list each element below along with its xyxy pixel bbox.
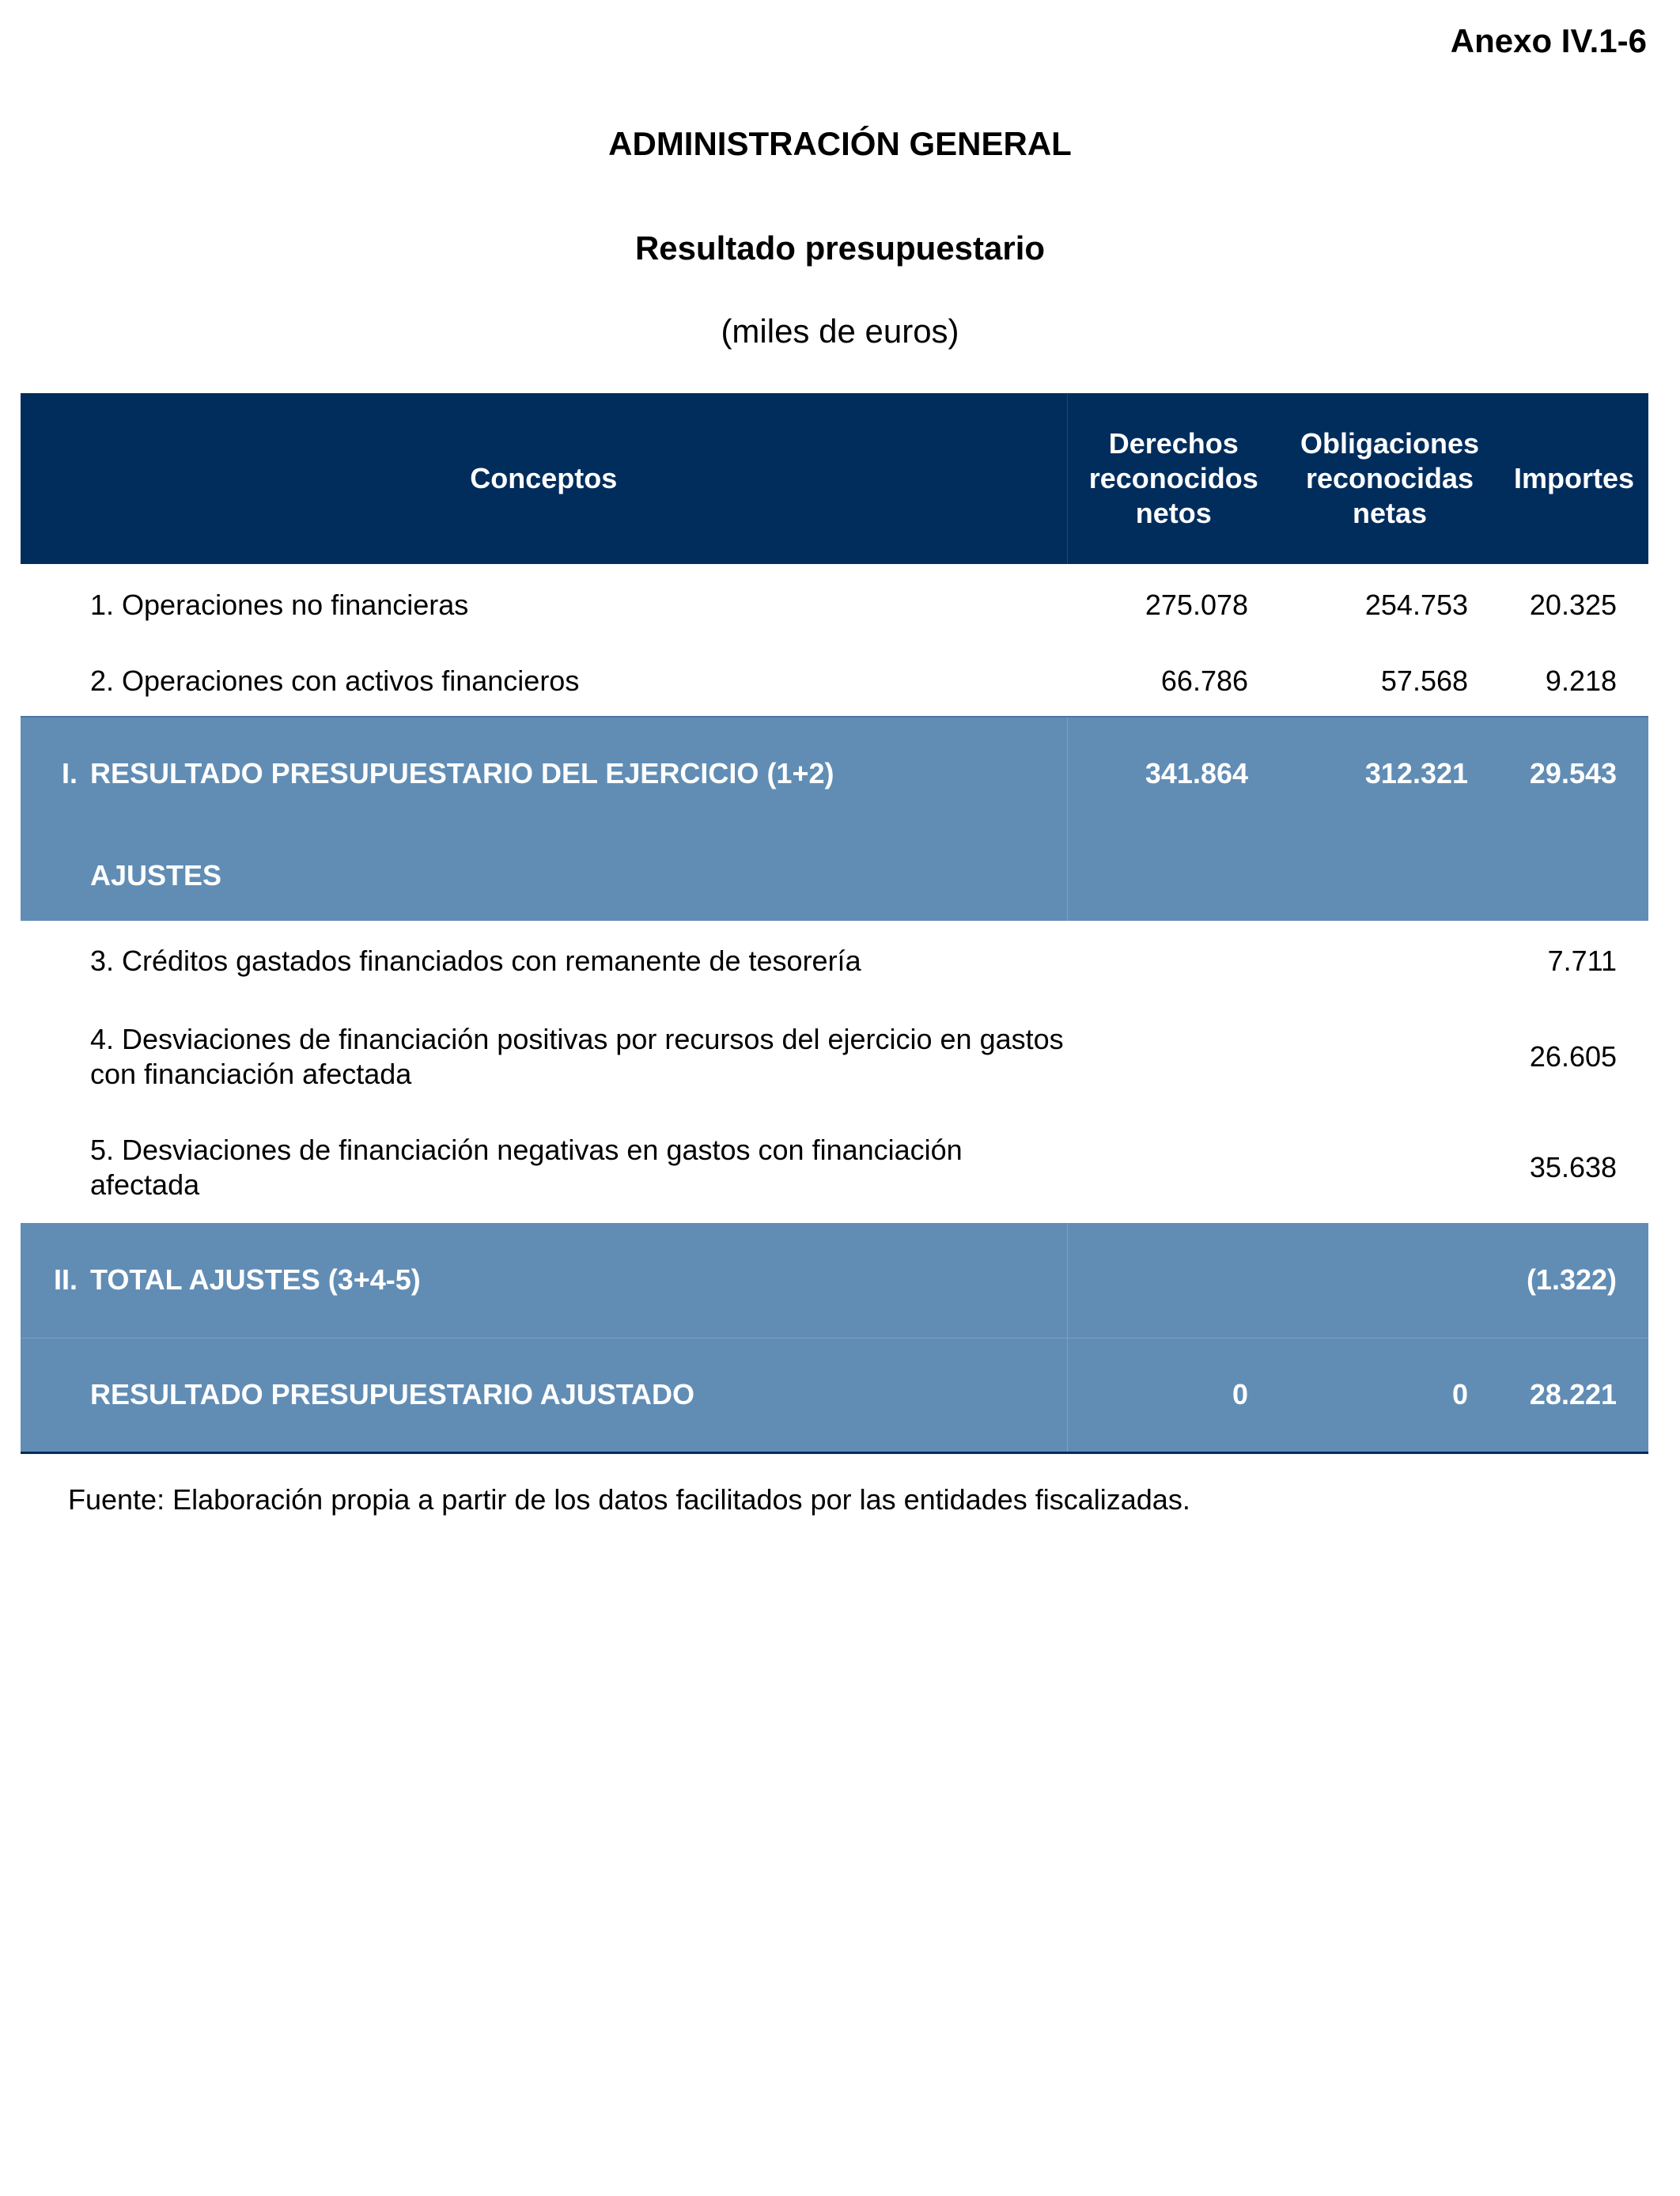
row-number: II. bbox=[21, 1223, 90, 1338]
table-row bbox=[21, 1112, 1648, 1223]
row-rights bbox=[1067, 921, 1280, 1001]
table-row-section bbox=[21, 830, 1648, 921]
table-row bbox=[21, 921, 1648, 1001]
annex-label: Anexo IV.1-6 bbox=[1450, 22, 1647, 59]
row-amount: 9.218 bbox=[1545, 664, 1618, 697]
row-amount: 28.221 bbox=[1500, 1338, 1648, 1452]
table-row-adjusted bbox=[21, 1338, 1648, 1452]
row-amount: (1.322) bbox=[1500, 1223, 1648, 1338]
table-row-total bbox=[21, 1223, 1648, 1338]
row-number bbox=[21, 921, 90, 1001]
row-number bbox=[21, 564, 90, 646]
row-rights bbox=[1067, 1223, 1280, 1338]
row-number: I. bbox=[21, 717, 90, 830]
table-row bbox=[21, 1001, 1648, 1112]
row-rights: 66.786 bbox=[1160, 664, 1249, 697]
row-number bbox=[21, 1338, 90, 1452]
row-rights: 275.078 bbox=[1145, 588, 1249, 621]
header-amounts: Importes bbox=[1513, 462, 1635, 494]
row-concept: 1. Operaciones no financieras bbox=[90, 588, 469, 621]
row-concept: TOTAL AJUSTES (3+4-5) bbox=[90, 1223, 1067, 1338]
row-number bbox=[21, 1001, 90, 1112]
row-rights: 0 bbox=[1067, 1338, 1280, 1452]
header-obligations: Obligaciones reconocidas netas bbox=[1300, 427, 1480, 529]
row-obligations bbox=[1280, 1001, 1500, 1112]
header-rights: Derechos reconocidos netos bbox=[1088, 427, 1258, 529]
row-rights bbox=[1067, 1001, 1280, 1112]
row-concept: 4. Desviaciones de financiación positivas por recursos del ejercicio en gastos con financiación afectada bbox=[90, 1023, 1064, 1090]
row-obligations: 57.568 bbox=[1380, 664, 1469, 697]
row-obligations: 254.753 bbox=[1364, 588, 1469, 621]
table-row bbox=[21, 564, 1648, 646]
row-number bbox=[21, 830, 90, 921]
row-obligations bbox=[1280, 830, 1500, 921]
row-concept: RESULTADO PRESUPUESTARIO AJUSTADO bbox=[90, 1338, 1067, 1452]
row-obligations bbox=[1280, 1223, 1500, 1338]
document-title: ADMINISTRACIÓN GENERAL bbox=[608, 125, 1072, 162]
row-amount: 26.605 bbox=[1529, 1040, 1618, 1073]
row-rights: 341.864 bbox=[1067, 717, 1280, 830]
source-note: Fuente: Elaboración propia a partir de los datos facilitados por las entidades fiscalizadas. bbox=[68, 1483, 1190, 1516]
row-obligations bbox=[1280, 921, 1500, 1001]
row-rights bbox=[1067, 1112, 1280, 1223]
row-amount: 7.711 bbox=[1547, 945, 1618, 977]
row-number bbox=[21, 1112, 90, 1223]
row-amount: 20.325 bbox=[1529, 588, 1618, 621]
table-title: Resultado presupuestario bbox=[634, 229, 1046, 267]
table-row bbox=[21, 646, 1648, 717]
budget-result-table bbox=[21, 393, 1648, 1454]
row-amount: 29.543 bbox=[1500, 717, 1648, 830]
row-concept: 5. Desviaciones de financiación negativas en gastos con financiación afectada bbox=[90, 1134, 963, 1201]
row-concept: 3. Créditos gastados financiados con remanente de tesorería bbox=[90, 945, 861, 977]
row-concept: 2. Operaciones con activos financieros bbox=[90, 664, 580, 697]
header-concepts: Conceptos bbox=[21, 393, 1067, 564]
row-obligations: 312.321 bbox=[1280, 717, 1500, 830]
table-row-result bbox=[21, 717, 1648, 830]
row-amount bbox=[1500, 830, 1648, 921]
row-amount: 35.638 bbox=[1529, 1151, 1618, 1183]
table-header-row bbox=[21, 393, 1648, 564]
row-concept: RESULTADO PRESUPUESTARIO DEL EJERCICIO (1+2) bbox=[90, 717, 1067, 830]
row-obligations bbox=[1280, 1112, 1500, 1223]
units-label: (miles de euros) bbox=[721, 312, 959, 350]
row-concept: AJUSTES bbox=[90, 830, 1067, 921]
row-number bbox=[21, 646, 90, 717]
row-rights bbox=[1067, 830, 1280, 921]
row-obligations: 0 bbox=[1280, 1338, 1500, 1452]
